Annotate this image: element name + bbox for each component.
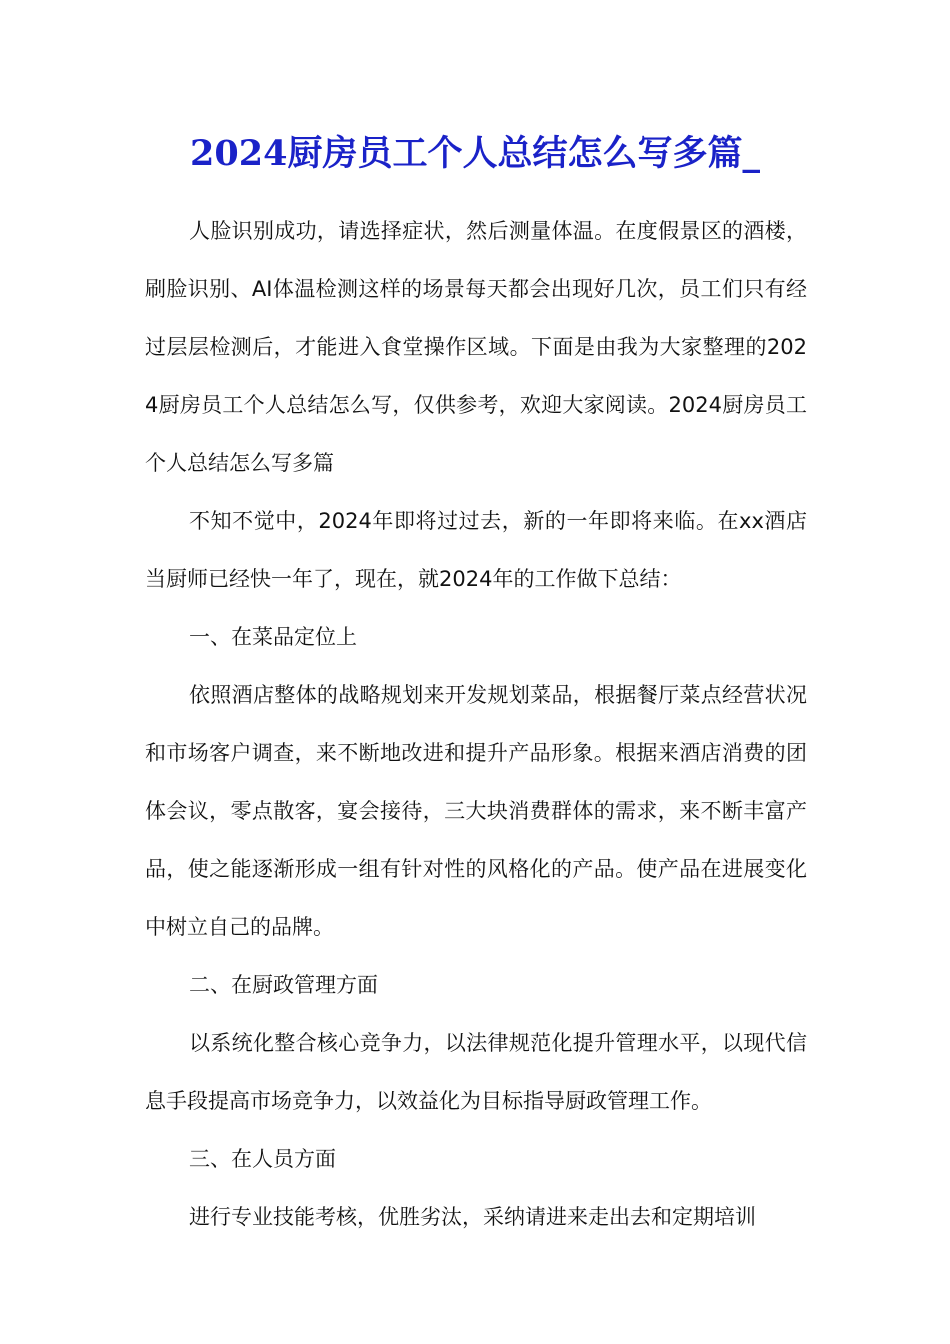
paragraph-intro: 人脸识别成功，请选择症状，然后测量体温。在度假景区的酒楼，刷脸识别、AI体温检测这样的场景每天都会出现好几次，员工们只有经过层层检测后，才能进入食堂操作区域。下面是由我为大家整理的2024厨房员工个人总结怎么写，仅供参考，欢迎大家阅读。2024厨房员工个人总结怎么写多篇 <box>145 219 807 475</box>
section-heading-kitchen-management: 二、在厨政管理方面 <box>189 973 378 997</box>
paragraph-kitchen-management: 以系统化整合核心竞争力，以法律规范化提升管理水平，以现代信息手段提高市场竞争力，以效益化为目标指导厨政管理工作。 <box>145 1031 807 1113</box>
paragraph-dish-positioning: 依照酒店整体的战略规划来开发规划菜品，根据餐厅菜点经营状况和市场客户调查，来不断地改进和提升产品形象。根据来酒店消费的团体会议，零点散客，宴会接待，三大块消费群体的需求，来不断丰富产品，使之能逐渐形成一组有针对性的风格化的产品。使产品在进展变化中树立自己的品牌。 <box>145 683 807 939</box>
document-body <box>145 202 807 1246</box>
document-title: 2024厨房员工个人总结怎么写多篇_ <box>190 133 760 174</box>
paragraph-personnel: 进行专业技能考核，优胜劣汰，采纳请进来走出去和定期培训 <box>189 1205 756 1229</box>
section-heading-dish-positioning: 一、在菜品定位上 <box>189 625 357 649</box>
paragraph-opening: 不知不觉中，2024年即将过过去，新的一年即将来临。在xx酒店当厨师已经快一年了，现在，就2024年的工作做下总结： <box>145 509 807 591</box>
section-heading-personnel: 三、在人员方面 <box>189 1147 336 1171</box>
